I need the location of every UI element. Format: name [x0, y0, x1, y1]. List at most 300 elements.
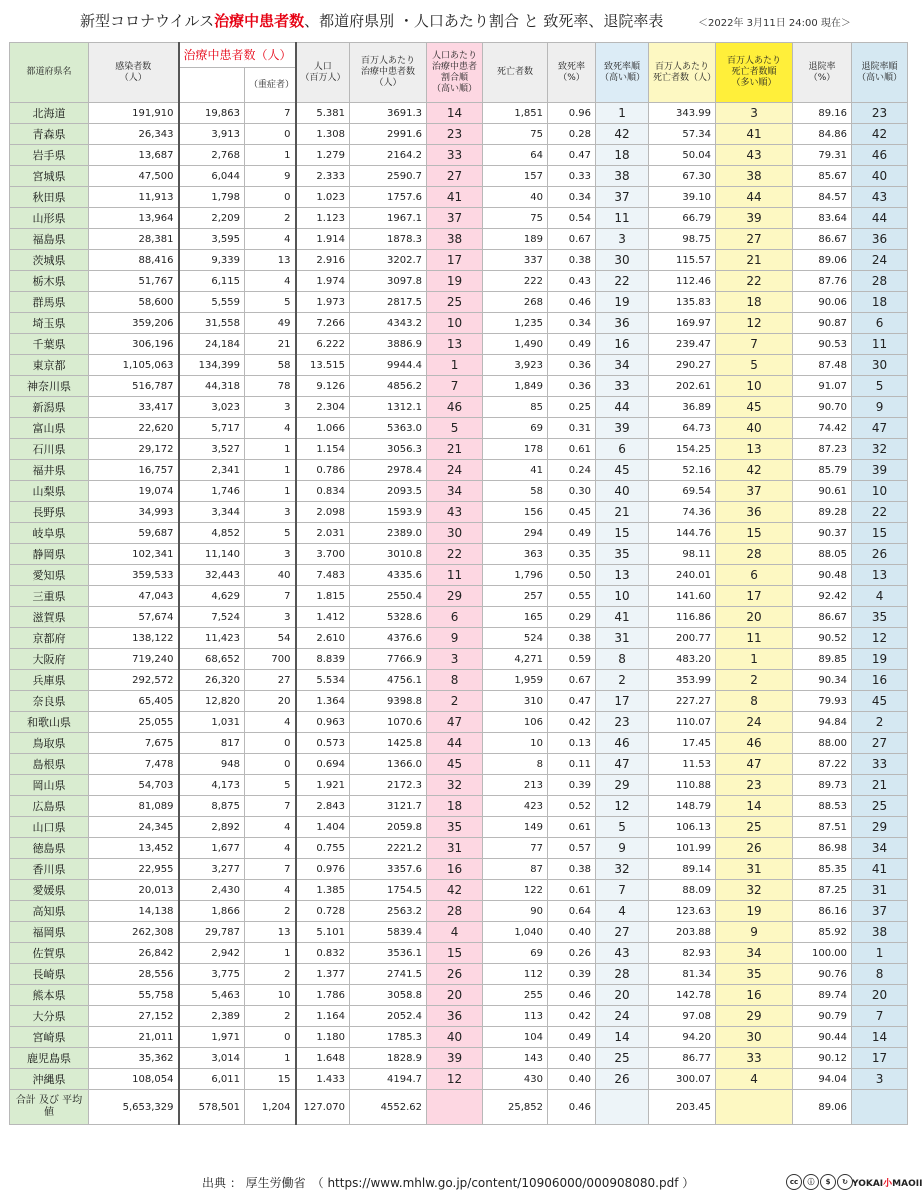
cell-discharge: 83.64 — [793, 208, 852, 229]
cell-discharge: 86.67 — [793, 229, 852, 250]
table-row — [10, 922, 908, 943]
table-row — [10, 145, 908, 166]
cell-fatality: 0.61 — [548, 880, 596, 901]
cell-deaths-per-million: 66.79 — [649, 208, 716, 229]
cell-treating: 5,559 — [179, 292, 245, 313]
cell-infected: 88,416 — [89, 250, 179, 271]
cell-pref-name: 和歌山県 — [10, 712, 89, 733]
cell-discharge: 90.34 — [793, 670, 852, 691]
cell-severe: 1,204 — [245, 1090, 296, 1125]
cell-severe: 10 — [245, 985, 296, 1006]
cell-discharge-rank: 5 — [852, 376, 908, 397]
cell-deaths: 337 — [483, 250, 548, 271]
cell-discharge-rank: 23 — [852, 103, 908, 124]
cell-deaths-per-million: 200.77 — [649, 628, 716, 649]
cell-infected: 22,620 — [89, 418, 179, 439]
cell-discharge-rank: 22 — [852, 502, 908, 523]
cell-infected: 22,955 — [89, 859, 179, 880]
cell-severe: 0 — [245, 733, 296, 754]
cell-pref-name: 埼玉県 — [10, 313, 89, 334]
cell-deaths-per-million: 39.10 — [649, 187, 716, 208]
cell-infected: 28,556 — [89, 964, 179, 985]
cell-treating: 44,318 — [179, 376, 245, 397]
cell-population: 5.101 — [296, 922, 350, 943]
cell-deaths-per-million: 86.77 — [649, 1048, 716, 1069]
cell-deaths-pm-rank: 15 — [716, 523, 793, 544]
table-row — [10, 1006, 908, 1027]
cell-deaths-per-million: 88.09 — [649, 880, 716, 901]
cell-infected: 108,054 — [89, 1069, 179, 1090]
cell-pref-name: 宮城県 — [10, 166, 89, 187]
cell-pref-name: 岩手県 — [10, 145, 89, 166]
cell-discharge-rank: 41 — [852, 859, 908, 880]
cell-discharge: 100.00 — [793, 943, 852, 964]
cell-severe: 13 — [245, 250, 296, 271]
cell-infected: 7,478 — [89, 754, 179, 775]
cell-deaths: 363 — [483, 544, 548, 565]
cell-population: 9.126 — [296, 376, 350, 397]
cell-population: 1.815 — [296, 586, 350, 607]
cell-infected: 55,758 — [89, 985, 179, 1006]
cell-deaths-pm-rank: 33 — [716, 1048, 793, 1069]
cell-treating: 948 — [179, 754, 245, 775]
cell-infected: 7,675 — [89, 733, 179, 754]
cell-deaths-per-million: 148.79 — [649, 796, 716, 817]
cell-pref-name: 福岡県 — [10, 922, 89, 943]
cell-infected: 5,653,329 — [89, 1090, 179, 1125]
cell-pref-name: 山梨県 — [10, 481, 89, 502]
cell-fatality: 0.43 — [548, 271, 596, 292]
cell-discharge-rank: 2 — [852, 712, 908, 733]
cell-severe: 5 — [245, 292, 296, 313]
cell-population: 0.976 — [296, 859, 350, 880]
cell-discharge: 87.23 — [793, 439, 852, 460]
cell-discharge: 87.51 — [793, 817, 852, 838]
cell-deaths: 64 — [483, 145, 548, 166]
cell-discharge-rank: 6 — [852, 313, 908, 334]
cell-infected: 306,196 — [89, 334, 179, 355]
cell-treating-rank: 6 — [427, 607, 483, 628]
cell-per-million-treating: 3121.7 — [350, 796, 427, 817]
cell-infected: 21,011 — [89, 1027, 179, 1048]
cell-fatality-rank: 13 — [596, 565, 649, 586]
cell-fatality-rank: 18 — [596, 145, 649, 166]
cell-deaths-per-million: 36.89 — [649, 397, 716, 418]
cell-population: 1.308 — [296, 124, 350, 145]
cell-pref-name: 山形県 — [10, 208, 89, 229]
cell-pref-name: 山口県 — [10, 817, 89, 838]
cell-deaths: 1,796 — [483, 565, 548, 586]
cell-fatality: 0.34 — [548, 187, 596, 208]
table-row — [10, 586, 908, 607]
cell-treating-rank: 28 — [427, 901, 483, 922]
cell-infected: 26,343 — [89, 124, 179, 145]
cell-deaths-per-million: 50.04 — [649, 145, 716, 166]
cell-population: 2.031 — [296, 523, 350, 544]
cell-treating: 3,344 — [179, 502, 245, 523]
cell-deaths-pm-rank: 19 — [716, 901, 793, 922]
cell-discharge-rank: 29 — [852, 817, 908, 838]
cell-deaths: 75 — [483, 208, 548, 229]
cell-infected: 1,105,063 — [89, 355, 179, 376]
cell-discharge: 94.84 — [793, 712, 852, 733]
cell-infected: 24,345 — [89, 817, 179, 838]
cell-deaths-per-million: 290.27 — [649, 355, 716, 376]
cell-severe: 0 — [245, 187, 296, 208]
cell-population: 0.832 — [296, 943, 350, 964]
cell-fatality-rank: 9 — [596, 838, 649, 859]
cell-treating: 3,527 — [179, 439, 245, 460]
cell-fatality-rank: 26 — [596, 1069, 649, 1090]
cell-pref-name: 大分県 — [10, 1006, 89, 1027]
title-highlight: 治療中患者数 — [214, 12, 305, 30]
cell-treating: 19,863 — [179, 103, 245, 124]
table-row — [10, 250, 908, 271]
cell-deaths: 189 — [483, 229, 548, 250]
cell-treating: 3,913 — [179, 124, 245, 145]
cell-infected: 81,089 — [89, 796, 179, 817]
cell-population: 1.023 — [296, 187, 350, 208]
cell-treating: 817 — [179, 733, 245, 754]
cell-deaths-per-million: 112.46 — [649, 271, 716, 292]
cell-infected: 47,043 — [89, 586, 179, 607]
cell-deaths-pm-rank: 22 — [716, 271, 793, 292]
cell-population: 1.279 — [296, 145, 350, 166]
cell-severe: 1 — [245, 1048, 296, 1069]
cell-discharge: 85.92 — [793, 922, 852, 943]
cell-severe: 78 — [245, 376, 296, 397]
cell-fatality-rank: 2 — [596, 670, 649, 691]
cell-population: 2.843 — [296, 796, 350, 817]
table-row — [10, 1027, 908, 1048]
table-row — [10, 754, 908, 775]
cell-deaths: 40 — [483, 187, 548, 208]
cell-deaths: 25,852 — [483, 1090, 548, 1125]
cell-discharge-rank: 17 — [852, 1048, 908, 1069]
cell-treating: 3,023 — [179, 397, 245, 418]
cell-treating-rank: 29 — [427, 586, 483, 607]
cell-per-million-treating: 2741.5 — [350, 964, 427, 985]
cell-treating: 4,629 — [179, 586, 245, 607]
cell-treating: 6,011 — [179, 1069, 245, 1090]
cell-infected: 359,206 — [89, 313, 179, 334]
cell-population: 0.573 — [296, 733, 350, 754]
table-row — [10, 649, 908, 670]
cell-pref-name: 福井県 — [10, 460, 89, 481]
cell-discharge: 87.48 — [793, 355, 852, 376]
table-row — [10, 523, 908, 544]
cell-fatality-rank: 33 — [596, 376, 649, 397]
cell-deaths-per-million: 57.34 — [649, 124, 716, 145]
cell-pref-name: 佐賀県 — [10, 943, 89, 964]
cell-pref-name: 栃木県 — [10, 271, 89, 292]
cell-infected: 51,767 — [89, 271, 179, 292]
cell-infected: 29,172 — [89, 439, 179, 460]
cell-severe: 4 — [245, 418, 296, 439]
cell-infected: 292,572 — [89, 670, 179, 691]
cell-treating: 31,558 — [179, 313, 245, 334]
cell-population: 0.963 — [296, 712, 350, 733]
cell-deaths-pm-rank: 38 — [716, 166, 793, 187]
cell-fatality-rank: 32 — [596, 859, 649, 880]
cell-fatality: 0.38 — [548, 628, 596, 649]
cell-population: 13.515 — [296, 355, 350, 376]
cell-discharge: 87.22 — [793, 754, 852, 775]
cell-severe: 5 — [245, 523, 296, 544]
cell-treating-rank: 5 — [427, 418, 483, 439]
cell-discharge-rank: 11 — [852, 334, 908, 355]
cell-deaths-pm-rank: 23 — [716, 775, 793, 796]
cell-deaths: 1,959 — [483, 670, 548, 691]
cell-fatality: 0.40 — [548, 922, 596, 943]
cell-treating-rank: 33 — [427, 145, 483, 166]
table-row — [10, 901, 908, 922]
cell-discharge-rank: 46 — [852, 145, 908, 166]
cell-severe: 15 — [245, 1069, 296, 1090]
table-row — [10, 208, 908, 229]
cell-fatality: 0.40 — [548, 1069, 596, 1090]
sa-icon: ↻ — [837, 1174, 853, 1190]
cell-pref-name: 愛媛県 — [10, 880, 89, 901]
cell-per-million-treating: 3357.6 — [350, 859, 427, 880]
cell-infected: 57,674 — [89, 607, 179, 628]
cell-fatality-rank: 43 — [596, 943, 649, 964]
table-row — [10, 166, 908, 187]
cell-infected: 719,240 — [89, 649, 179, 670]
table-row — [10, 481, 908, 502]
cell-deaths-pm-rank: 30 — [716, 1027, 793, 1048]
cell-pref-name: 大阪府 — [10, 649, 89, 670]
cell-fatality: 0.64 — [548, 901, 596, 922]
cell-deaths-per-million: 98.11 — [649, 544, 716, 565]
cell-treating-rank: 13 — [427, 334, 483, 355]
cell-deaths: 156 — [483, 502, 548, 523]
cell-treating-rank: 27 — [427, 166, 483, 187]
cell-per-million-treating: 1070.6 — [350, 712, 427, 733]
cell-treating-rank: 24 — [427, 460, 483, 481]
cell-deaths-per-million: 239.47 — [649, 334, 716, 355]
cell-fatality: 0.47 — [548, 691, 596, 712]
cell-deaths-per-million: 483.20 — [649, 649, 716, 670]
cell-infected: 16,757 — [89, 460, 179, 481]
cell-severe: 4 — [245, 880, 296, 901]
cell-deaths: 77 — [483, 838, 548, 859]
table-body — [10, 103, 908, 1125]
cell-deaths-per-million: 202.61 — [649, 376, 716, 397]
cell-deaths-per-million: 97.08 — [649, 1006, 716, 1027]
cell-per-million-treating: 1366.0 — [350, 754, 427, 775]
cell-fatality: 0.96 — [548, 103, 596, 124]
table-row — [10, 1069, 908, 1090]
cell-fatality: 0.25 — [548, 397, 596, 418]
cell-discharge-rank: 28 — [852, 271, 908, 292]
cell-severe: 40 — [245, 565, 296, 586]
cell-treating-rank: 37 — [427, 208, 483, 229]
cell-treating: 12,820 — [179, 691, 245, 712]
cell-treating-rank: 22 — [427, 544, 483, 565]
title-part1: 新型コロナウイルス — [80, 12, 215, 30]
cell-deaths: 87 — [483, 859, 548, 880]
cell-population: 0.786 — [296, 460, 350, 481]
cell-fatality: 0.45 — [548, 502, 596, 523]
cell-discharge: 90.12 — [793, 1048, 852, 1069]
cell-deaths: 222 — [483, 271, 548, 292]
cell-infected: 102,341 — [89, 544, 179, 565]
cell-treating: 4,173 — [179, 775, 245, 796]
cell-treating-rank: 1 — [427, 355, 483, 376]
cell-pref-name: 長崎県 — [10, 964, 89, 985]
cell-treating: 26,320 — [179, 670, 245, 691]
cell-treating: 2,389 — [179, 1006, 245, 1027]
cell-deaths-pm-rank: 42 — [716, 460, 793, 481]
cell-infected: 516,787 — [89, 376, 179, 397]
cell-treating-rank: 2 — [427, 691, 483, 712]
cell-population: 1.164 — [296, 1006, 350, 1027]
cell-treating: 11,140 — [179, 544, 245, 565]
cell-pref-name: 熊本県 — [10, 985, 89, 1006]
cell-fatality: 0.34 — [548, 313, 596, 334]
cell-population: 5.534 — [296, 670, 350, 691]
cell-discharge: 89.06 — [793, 1090, 852, 1125]
cell-fatality: 0.36 — [548, 355, 596, 376]
cell-fatality-rank: 8 — [596, 649, 649, 670]
cc-license-badge — [786, 1174, 853, 1190]
cell-infected: 138,122 — [89, 628, 179, 649]
cell-discharge-rank: 30 — [852, 355, 908, 376]
cell-deaths-per-million: 343.99 — [649, 103, 716, 124]
cell-per-million-treating: 2093.5 — [350, 481, 427, 502]
cell-deaths-pm-rank: 2 — [716, 670, 793, 691]
cell-deaths-per-million: 74.36 — [649, 502, 716, 523]
cell-pref-name: 広島県 — [10, 796, 89, 817]
cell-discharge-rank: 34 — [852, 838, 908, 859]
cell-deaths-pm-rank: 12 — [716, 313, 793, 334]
cell-per-million-treating: 3058.8 — [350, 985, 427, 1006]
cell-pref-name: 群馬県 — [10, 292, 89, 313]
cell-per-million-treating: 4856.2 — [350, 376, 427, 397]
cell-deaths: 1,490 — [483, 334, 548, 355]
cell-infected: 27,152 — [89, 1006, 179, 1027]
cell-treating-rank: 47 — [427, 712, 483, 733]
cell-fatality-rank: 44 — [596, 397, 649, 418]
cell-fatality: 0.36 — [548, 376, 596, 397]
cell-deaths-per-million: 203.45 — [649, 1090, 716, 1125]
cell-deaths-pm-rank: 8 — [716, 691, 793, 712]
cell-deaths: 1,851 — [483, 103, 548, 124]
cell-discharge: 74.42 — [793, 418, 852, 439]
cell-treating: 6,115 — [179, 271, 245, 292]
cell-discharge: 88.53 — [793, 796, 852, 817]
cell-deaths-pm-rank: 39 — [716, 208, 793, 229]
cell-fatality-rank: 22 — [596, 271, 649, 292]
cell-per-million-treating: 9944.4 — [350, 355, 427, 376]
table-row — [10, 292, 908, 313]
table-row — [10, 712, 908, 733]
cell-population: 1.974 — [296, 271, 350, 292]
cell-severe: 54 — [245, 628, 296, 649]
cell-discharge-rank: 9 — [852, 397, 908, 418]
cell-population: 1.648 — [296, 1048, 350, 1069]
cell-per-million-treating: 2221.2 — [350, 838, 427, 859]
cell-pref-name: 徳島県 — [10, 838, 89, 859]
cell-population: 1.154 — [296, 439, 350, 460]
cell-discharge-rank: 13 — [852, 565, 908, 586]
cell-pref-name: 富山県 — [10, 418, 89, 439]
cell-treating: 3,775 — [179, 964, 245, 985]
cell-per-million-treating: 2172.3 — [350, 775, 427, 796]
cell-deaths: 122 — [483, 880, 548, 901]
cell-discharge: 86.98 — [793, 838, 852, 859]
table-row — [10, 229, 908, 250]
cell-fatality: 0.28 — [548, 124, 596, 145]
cell-fatality: 0.38 — [548, 250, 596, 271]
cell-deaths: 1,040 — [483, 922, 548, 943]
title-bar — [0, 0, 916, 40]
cell-per-million-treating: 1878.3 — [350, 229, 427, 250]
cell-deaths-pm-rank: 17 — [716, 586, 793, 607]
cell-per-million-treating: 2817.5 — [350, 292, 427, 313]
cell-deaths: 69 — [483, 418, 548, 439]
cell-discharge: 90.48 — [793, 565, 852, 586]
cell-fatality-rank: 20 — [596, 985, 649, 1006]
cell-deaths: 104 — [483, 1027, 548, 1048]
cell-discharge: 87.76 — [793, 271, 852, 292]
table-row — [10, 271, 908, 292]
cell-fatality-rank: 12 — [596, 796, 649, 817]
table-row — [10, 439, 908, 460]
cell-fatality-rank: 41 — [596, 607, 649, 628]
cell-deaths-pm-rank: 20 — [716, 607, 793, 628]
cell-deaths-pm-rank: 10 — [716, 376, 793, 397]
cell-severe: 0 — [245, 1027, 296, 1048]
cell-discharge-rank: 35 — [852, 607, 908, 628]
header-treating-sub — [179, 68, 245, 103]
table-row — [10, 607, 908, 628]
cell-deaths-per-million: 82.93 — [649, 943, 716, 964]
cell-discharge-rank: 43 — [852, 187, 908, 208]
cell-fatality: 0.39 — [548, 964, 596, 985]
brand-logo: YOKAI小MAOII — [852, 1179, 922, 1189]
cell-pref-name: 香川県 — [10, 859, 89, 880]
cell-deaths-pm-rank: 31 — [716, 859, 793, 880]
table-row — [10, 397, 908, 418]
cell-severe: 4 — [245, 838, 296, 859]
cell-population: 2.333 — [296, 166, 350, 187]
cell-pref-name: 滋賀県 — [10, 607, 89, 628]
cell-treating: 2,209 — [179, 208, 245, 229]
cell-fatality: 0.61 — [548, 439, 596, 460]
cell-severe: 3 — [245, 544, 296, 565]
cell-fatality-rank: 34 — [596, 355, 649, 376]
cell-population: 0.728 — [296, 901, 350, 922]
cell-deaths-per-million: 106.13 — [649, 817, 716, 838]
cell-deaths-pm-rank: 3 — [716, 103, 793, 124]
cell-deaths-per-million: 89.14 — [649, 859, 716, 880]
cell-fatality-rank: 21 — [596, 502, 649, 523]
cell-discharge-rank: 4 — [852, 586, 908, 607]
cell-infected: 262,308 — [89, 922, 179, 943]
cell-deaths-pm-rank: 6 — [716, 565, 793, 586]
cell-severe: 4 — [245, 271, 296, 292]
cell-pref-name: 島根県 — [10, 754, 89, 775]
cell-severe: 1 — [245, 943, 296, 964]
cell-treating-rank: 20 — [427, 985, 483, 1006]
cell-per-million-treating: 2590.7 — [350, 166, 427, 187]
cell-treating: 1,031 — [179, 712, 245, 733]
table-row — [10, 817, 908, 838]
cell-population: 2.610 — [296, 628, 350, 649]
header-deaths-pm-rank: 百万人あたり 死亡者数順 （多い順） — [716, 43, 793, 103]
